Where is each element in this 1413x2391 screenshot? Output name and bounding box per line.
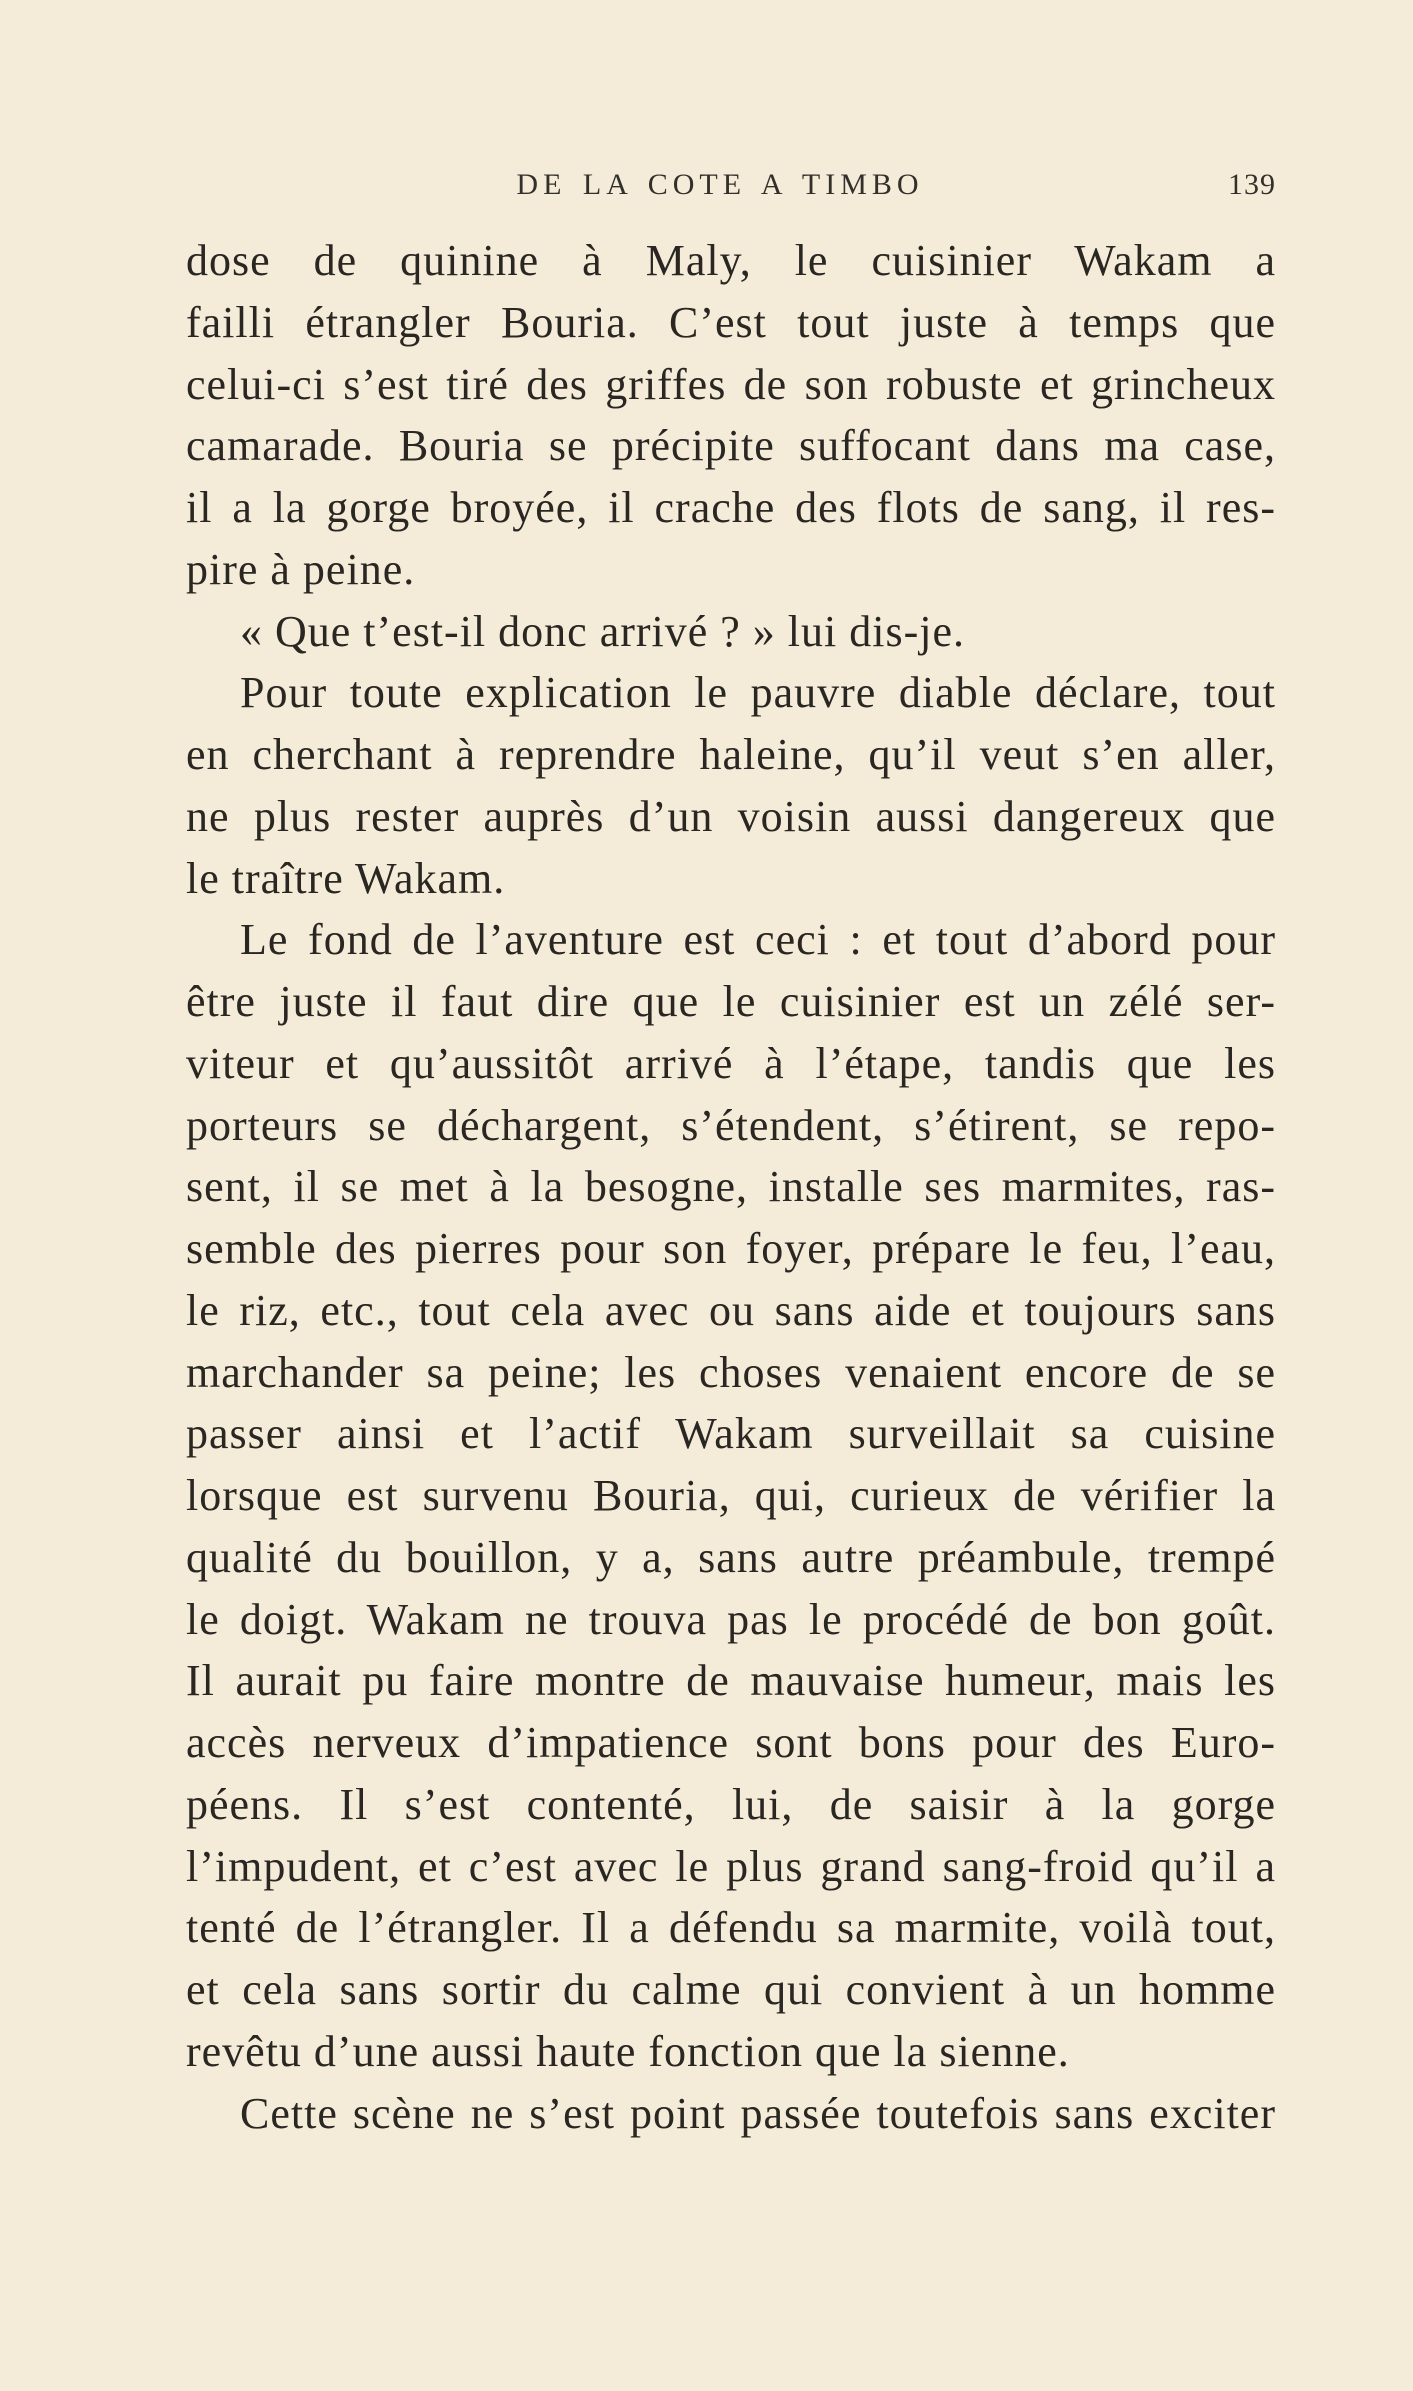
text-line: sent, il se met à la besogne, installe ses marmites, ras- bbox=[186, 1162, 1276, 1212]
text-line: Le fond de l’aventure est ceci : et tout d’abord pour bbox=[240, 915, 1276, 965]
paragraph bbox=[186, 662, 1276, 909]
text-line: le doigt. Wakam ne trouva pas le procédé de bon goût. bbox=[186, 1594, 1276, 1644]
text-line: porteurs se déchargent, s’étendent, s’étirent, se repo- bbox=[186, 1100, 1276, 1150]
text-line: revêtu d’une aussi haute fonction que la sienne. bbox=[186, 2026, 1070, 2076]
text-line: tenté de l’étrangler. Il a défendu sa marmite, voilà tout, bbox=[186, 1903, 1276, 1953]
paragraph-dialogue bbox=[186, 601, 1276, 663]
text-line: failli étrangler Bouria. C’est tout juste à temps que bbox=[186, 297, 1276, 347]
text-line: Pour toute explication le pauvre diable déclare, tout bbox=[240, 668, 1276, 718]
body-text bbox=[186, 230, 1276, 2144]
paragraph-continues-next-page bbox=[186, 2083, 1276, 2145]
running-head: DE LA COTE A TIMBO bbox=[516, 168, 924, 201]
page-number: 139 bbox=[1228, 168, 1276, 201]
text-line: « Que t’est-il donc arrivé ? » lui dis-je. bbox=[240, 606, 966, 656]
text-line: passer ainsi et l’actif Wakam surveillait sa cuisine bbox=[186, 1409, 1276, 1459]
text-line: péens. Il s’est contenté, lui, de saisir à la gorge bbox=[186, 1779, 1276, 1829]
text-line: et cela sans sortir du calme qui convient à un homme bbox=[186, 1965, 1276, 2014]
text-line: ne plus rester auprès d’un voisin aussi dangereux que bbox=[186, 791, 1276, 841]
text-line: qualité du bouillon, y a, sans autre préambule, trempé bbox=[186, 1532, 1276, 1582]
text-line: être juste il faut dire que le cuisinier est un zélé ser- bbox=[186, 977, 1276, 1026]
text-line: celui-ci s’est tiré des griffes de son robuste et grincheux bbox=[186, 359, 1276, 409]
text-line: marchander sa peine; les choses venaient encore de se bbox=[186, 1347, 1276, 1397]
text-line: dose de quinine à Maly, le cuisinier Wakam a bbox=[186, 236, 1276, 285]
text-line: en cherchant à reprendre haleine, qu’il veut s’en aller, bbox=[186, 730, 1276, 779]
text-line: pire à peine. bbox=[186, 544, 416, 594]
text-line: Cette scène ne s’est point passée toutefois sans exciter bbox=[240, 2088, 1276, 2138]
text-line: l’impudent, et c’est avec le plus grand sang-froid qu’il a bbox=[186, 1841, 1276, 1891]
paragraph bbox=[186, 909, 1276, 2082]
paragraph-continued bbox=[186, 230, 1276, 601]
text-line: le traître Wakam. bbox=[186, 853, 506, 903]
text-line: le riz, etc., tout cela avec ou sans aide et toujours sans bbox=[186, 1285, 1276, 1335]
text-line: Il aurait pu faire montre de mauvaise humeur, mais les bbox=[186, 1656, 1276, 1706]
text-line: lorsque est survenu Bouria, qui, curieux de vérifier la bbox=[186, 1471, 1276, 1520]
text-line: semble des pierres pour son foyer, prépare le feu, l’eau, bbox=[186, 1224, 1276, 1273]
text-line: il a la gorge broyée, il crache des flots de sang, il res- bbox=[186, 483, 1276, 532]
text-line: accès nerveux d’impatience sont bons pour des Euro- bbox=[186, 1718, 1276, 1767]
text-line: viteur et qu’aussitôt arrivé à l’étape, tandis que les bbox=[186, 1038, 1276, 1088]
text-line: camarade. Bouria se précipite suffocant dans ma case, bbox=[186, 421, 1276, 471]
